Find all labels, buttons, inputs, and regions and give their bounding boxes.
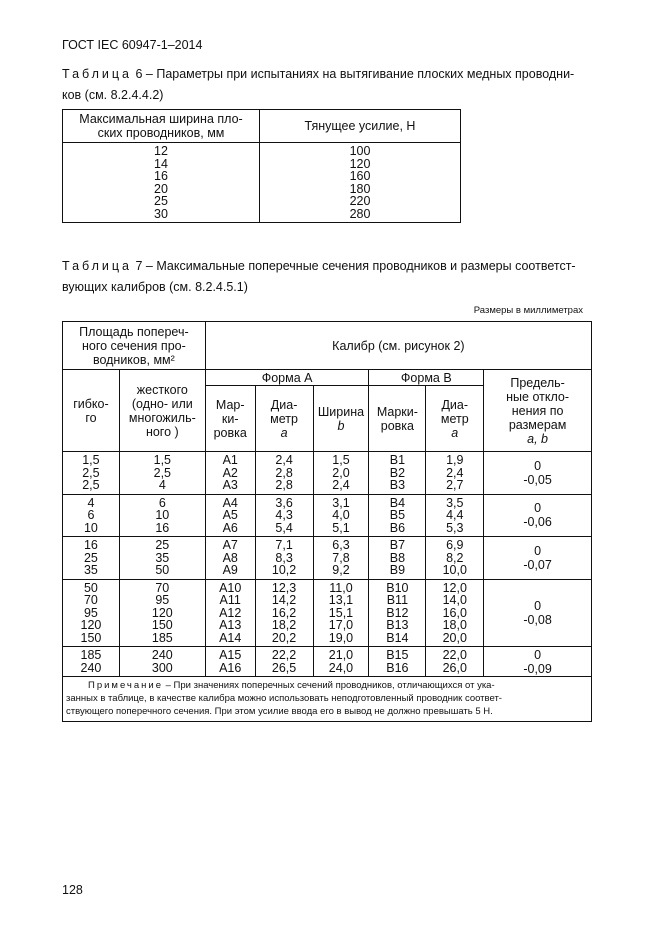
table-cell: 12 bbox=[154, 144, 168, 158]
width-a-header-text: Ширина bbox=[317, 404, 365, 419]
diameter-b-cell bbox=[426, 452, 484, 495]
table-cell: A13 bbox=[219, 618, 242, 632]
table-cell: 7,8 bbox=[332, 550, 350, 565]
marking-a-cell bbox=[205, 579, 255, 647]
table-cell: -0,07 bbox=[523, 557, 552, 572]
marking-a-cell bbox=[205, 494, 255, 537]
table-cell: 5,3 bbox=[446, 520, 464, 535]
table6-forces bbox=[260, 143, 461, 223]
marking-a-header: Мар- ки- ровка bbox=[205, 386, 255, 452]
diameter-b-cell bbox=[426, 494, 484, 537]
table-cell: 20 bbox=[154, 181, 168, 196]
table6-widths bbox=[63, 143, 260, 223]
table-cell: B13 bbox=[386, 618, 409, 632]
tolerance-header-ab: a, b bbox=[527, 431, 549, 446]
width-a-cell bbox=[313, 452, 369, 495]
marking-a-cell bbox=[205, 452, 255, 495]
table-cell: 13,1 bbox=[328, 593, 354, 607]
width-a-cell bbox=[313, 537, 369, 580]
table-cell: 2,4 bbox=[275, 453, 293, 467]
marking-a-cell bbox=[205, 537, 255, 580]
table-cell: 240 bbox=[80, 660, 102, 675]
diameter-b-cell bbox=[426, 537, 484, 580]
table-cell: 22,2 bbox=[271, 648, 297, 662]
table-cell: B2 bbox=[389, 465, 406, 480]
table-cell: A5 bbox=[222, 508, 238, 522]
table-cell: 10 bbox=[83, 520, 98, 535]
table-cell: A1 bbox=[222, 453, 238, 467]
table-cell: 2,8 bbox=[275, 478, 293, 492]
table-cell: 2,4 bbox=[332, 478, 350, 492]
table-cell: 20,2 bbox=[271, 630, 297, 645]
form-a-header: Форма А bbox=[205, 370, 369, 386]
table-cell: 6 bbox=[158, 495, 166, 510]
rigid-cell bbox=[119, 537, 205, 580]
table-cell: 2,5 bbox=[82, 465, 100, 480]
table-cell: 35 bbox=[83, 563, 98, 577]
table6-caption-text: 6 – Параметры при испытаниях на вытягивание плоских медных проводни- bbox=[132, 67, 575, 81]
table-cell: B12 bbox=[386, 605, 409, 620]
table7-note bbox=[63, 677, 592, 722]
table-cell: 8,2 bbox=[446, 550, 464, 565]
table-cell: 16 bbox=[154, 169, 168, 183]
table7-caption bbox=[62, 256, 602, 298]
table-cell: 1,9 bbox=[446, 453, 464, 467]
width-a-header bbox=[313, 386, 369, 452]
table-row bbox=[63, 537, 592, 580]
table-cell: -0,08 bbox=[523, 612, 552, 627]
width-a-symbol: b bbox=[337, 418, 345, 433]
table-cell: A15 bbox=[219, 648, 242, 662]
diameter-b-cell bbox=[426, 647, 484, 677]
table-row bbox=[63, 452, 592, 495]
gauge-header: Калибр (см. рисунок 2) bbox=[205, 322, 591, 370]
diameter-a-cell bbox=[255, 537, 313, 580]
table-cell: 2,7 bbox=[446, 478, 464, 492]
flexible-cell bbox=[63, 579, 120, 647]
table7-caption-line2: вующих калибров (см. 8.2.4.5.1) bbox=[62, 280, 248, 294]
tolerance-header-text: Предель- ные откло- нения по размерам bbox=[506, 375, 570, 432]
table-cell: 26,0 bbox=[442, 660, 467, 675]
table-cell: 25 bbox=[154, 194, 168, 208]
diameter-a-cell bbox=[255, 494, 313, 537]
table-cell: 120 bbox=[80, 618, 102, 632]
table-cell: 7,1 bbox=[275, 538, 293, 552]
table-cell: B10 bbox=[386, 580, 409, 595]
area-header: Площадь попереч- ного сечения про- водников, мм² bbox=[63, 322, 206, 370]
table7 bbox=[62, 321, 592, 722]
table-cell: 2,8 bbox=[275, 465, 293, 480]
table-cell: 150 bbox=[151, 618, 173, 632]
rigid-cell bbox=[119, 579, 205, 647]
table-cell: B9 bbox=[389, 563, 406, 577]
table-cell: 100 bbox=[349, 144, 371, 158]
width-a-cell bbox=[313, 579, 369, 647]
table-cell: -0,05 bbox=[523, 472, 552, 487]
table-cell: A14 bbox=[219, 630, 242, 645]
table-cell: 15,1 bbox=[328, 605, 354, 620]
note-text: – При значениях поперечных сечений проводников, отличающихся от ука- занных в таблице, в качестве калибра можно использовать неподготовленный проводник соответ- ствующего поперечного сечения. При этом усилие ввода его в вывод не должно превышать 5 Н. bbox=[66, 680, 502, 717]
table-cell: 6 bbox=[87, 508, 95, 522]
table-cell: 4,3 bbox=[275, 508, 293, 522]
table-cell: 10,0 bbox=[442, 563, 467, 577]
table-cell: 300 bbox=[151, 660, 173, 675]
table-cell: A6 bbox=[222, 520, 238, 535]
table-cell: B6 bbox=[389, 520, 406, 535]
table-cell: B11 bbox=[386, 593, 409, 607]
flexible-header: гибко- го bbox=[63, 370, 120, 452]
table-cell: A4 bbox=[222, 495, 238, 510]
table-cell: B7 bbox=[389, 538, 406, 552]
table-cell: 4,0 bbox=[332, 508, 350, 522]
table-cell: 0 bbox=[534, 458, 542, 473]
table6-caption-word: Таблица bbox=[62, 67, 133, 81]
units-note: Размеры в миллиметрах bbox=[473, 305, 583, 316]
table-cell: 0 bbox=[534, 647, 542, 662]
table-cell: 17,0 bbox=[328, 618, 354, 632]
table-cell: 30 bbox=[154, 206, 168, 221]
table-cell: 6,9 bbox=[446, 538, 464, 552]
table-cell: B14 bbox=[386, 630, 409, 645]
table-cell: 16,2 bbox=[271, 605, 297, 620]
table-cell: 2,0 bbox=[332, 465, 350, 480]
table-cell: 2,5 bbox=[82, 478, 100, 492]
table-cell: 21,0 bbox=[328, 648, 354, 662]
table-cell: 18,0 bbox=[442, 618, 467, 632]
table-cell: A7 bbox=[222, 538, 238, 552]
table-cell: 3,5 bbox=[446, 495, 464, 510]
table6 bbox=[62, 109, 461, 223]
diameter-a-cell bbox=[255, 579, 313, 647]
table-cell: 50 bbox=[83, 580, 98, 595]
table-cell: 16,0 bbox=[442, 605, 467, 620]
table-cell: B3 bbox=[389, 478, 406, 492]
table-cell: 8,3 bbox=[275, 550, 293, 565]
table-cell: 26,5 bbox=[271, 660, 297, 675]
diameter-a-header-text: Диа- метр bbox=[270, 397, 298, 426]
table-cell: 16 bbox=[83, 538, 98, 552]
table-cell: 11,0 bbox=[329, 580, 353, 595]
table-cell: A10 bbox=[219, 580, 242, 595]
table-cell: 3,6 bbox=[275, 495, 293, 510]
table-cell: 18,2 bbox=[271, 618, 297, 632]
marking-b-cell bbox=[369, 452, 426, 495]
table-cell: 1,5 bbox=[82, 453, 100, 467]
diameter-b-header-text: Диа- метр bbox=[440, 397, 469, 426]
table-cell: 9,2 bbox=[332, 563, 350, 577]
table-cell: 185 bbox=[80, 648, 102, 662]
marking-b-cell bbox=[369, 494, 426, 537]
table-cell: B8 bbox=[389, 550, 406, 565]
table-cell: 5,4 bbox=[275, 520, 293, 535]
table6-caption-line2: ков (см. 8.2.4.4.2) bbox=[62, 88, 164, 102]
table-cell: A8 bbox=[222, 550, 238, 565]
table-cell: 10,2 bbox=[271, 563, 297, 577]
tolerance-header bbox=[484, 370, 592, 452]
marking-b-cell bbox=[369, 579, 426, 647]
table-cell: 4 bbox=[158, 478, 166, 492]
table-cell: 220 bbox=[349, 194, 371, 208]
tolerance-cell bbox=[484, 579, 592, 647]
rigid-cell bbox=[119, 647, 205, 677]
table-cell: 70 bbox=[83, 593, 98, 607]
rigid-cell bbox=[119, 494, 205, 537]
tolerance-cell bbox=[484, 647, 592, 677]
tolerance-cell bbox=[484, 537, 592, 580]
table-cell: A12 bbox=[219, 605, 242, 620]
table-cell: 4,4 bbox=[446, 508, 464, 522]
table-cell: 2,4 bbox=[446, 465, 464, 480]
table-cell: 180 bbox=[349, 181, 371, 196]
table-cell: 16 bbox=[155, 520, 170, 535]
diameter-a-header bbox=[255, 386, 313, 452]
tolerance-cell bbox=[484, 494, 592, 537]
diameter-b-header bbox=[426, 386, 484, 452]
flexible-cell bbox=[63, 452, 120, 495]
table-cell: 240 bbox=[151, 648, 173, 662]
table-cell: A3 bbox=[222, 478, 238, 492]
tolerance-cell bbox=[484, 452, 592, 495]
diameter-b-symbol: a bbox=[451, 425, 459, 440]
diameter-b-cell bbox=[426, 579, 484, 647]
table6-col1-header: Максимальная ширина пло- ских проводников, мм bbox=[63, 110, 260, 143]
table-cell: -0,06 bbox=[523, 515, 552, 530]
table-cell: 12,3 bbox=[271, 580, 297, 595]
rigid-cell bbox=[119, 452, 205, 495]
table-cell: 24,0 bbox=[328, 660, 354, 675]
table-cell: 12,0 bbox=[442, 580, 467, 595]
table-cell: 120 bbox=[151, 605, 173, 620]
table-cell: 0 bbox=[534, 598, 542, 613]
table-cell: 150 bbox=[80, 630, 102, 645]
table-cell: 120 bbox=[349, 156, 371, 171]
table-cell: 4 bbox=[87, 495, 95, 510]
table-cell: 70 bbox=[155, 580, 170, 595]
table-cell: 14,0 bbox=[442, 593, 467, 607]
table-cell: 5,1 bbox=[332, 520, 350, 535]
table-cell: 25 bbox=[83, 550, 98, 565]
table-cell: 0 bbox=[534, 543, 542, 558]
table7-caption-text: 7 – Максимальные поперечные сечения проводников и размеры соответст- bbox=[132, 259, 576, 273]
diameter-a-cell bbox=[255, 452, 313, 495]
table-cell: A9 bbox=[222, 563, 238, 577]
table-cell: 1,5 bbox=[332, 453, 350, 467]
table-cell: B15 bbox=[386, 648, 409, 662]
table-cell: 95 bbox=[155, 593, 170, 607]
table-cell: B1 bbox=[389, 453, 406, 467]
flexible-cell bbox=[63, 537, 120, 580]
table-cell: A16 bbox=[219, 660, 242, 675]
marking-a-cell bbox=[205, 647, 255, 677]
table-cell: 10 bbox=[155, 508, 170, 522]
table-cell: 2,5 bbox=[153, 465, 172, 480]
table-cell: 14,2 bbox=[271, 593, 297, 607]
table-cell: 6,3 bbox=[332, 538, 350, 552]
marking-b-cell bbox=[369, 537, 426, 580]
form-b-header: Форма В bbox=[369, 370, 484, 386]
page-number: 128 bbox=[62, 883, 83, 897]
table-cell: 280 bbox=[349, 206, 371, 221]
table-cell: 95 bbox=[83, 605, 98, 620]
table-cell: A2 bbox=[222, 465, 238, 480]
table-row bbox=[63, 494, 592, 537]
table-row bbox=[63, 647, 592, 677]
table6-caption bbox=[62, 64, 602, 106]
table-cell: 50 bbox=[155, 563, 170, 577]
document-header: ГОСТ IEC 60947-1–2014 bbox=[62, 38, 203, 52]
table-cell: A11 bbox=[219, 593, 241, 607]
table7-body bbox=[63, 452, 592, 677]
table-cell: 160 bbox=[349, 169, 371, 183]
table-cell: 22,0 bbox=[442, 648, 467, 662]
table-cell: 25 bbox=[155, 538, 170, 552]
diameter-a-symbol: a bbox=[280, 425, 288, 440]
table-cell: B5 bbox=[389, 508, 406, 522]
table-cell: 35 bbox=[155, 550, 170, 565]
flexible-cell bbox=[63, 494, 120, 537]
table-cell: 185 bbox=[151, 630, 173, 645]
marking-b-cell bbox=[369, 647, 426, 677]
diameter-a-cell bbox=[255, 647, 313, 677]
table-cell: B4 bbox=[389, 495, 406, 510]
table-cell: 3,1 bbox=[332, 495, 350, 510]
table-cell: 20,0 bbox=[442, 630, 467, 645]
marking-b-header: Марки- ровка bbox=[369, 386, 426, 452]
table-cell: 14 bbox=[154, 156, 168, 171]
table7-caption-word: Таблица bbox=[62, 259, 133, 273]
flexible-cell bbox=[63, 647, 120, 677]
table-cell: 1,5 bbox=[153, 453, 172, 467]
table-cell: -0,09 bbox=[523, 661, 552, 676]
table-cell: 0 bbox=[534, 501, 542, 516]
table-row bbox=[63, 579, 592, 647]
width-a-cell bbox=[313, 494, 369, 537]
table-cell: 19,0 bbox=[328, 630, 354, 645]
table-cell: B16 bbox=[386, 660, 409, 675]
rigid-header: жесткого (одно- или многожиль- ного ) bbox=[119, 370, 205, 452]
note-word: Примечание bbox=[88, 680, 163, 691]
table6-col2-header: Тянущее усилие, Н bbox=[260, 110, 461, 143]
width-a-cell bbox=[313, 647, 369, 677]
